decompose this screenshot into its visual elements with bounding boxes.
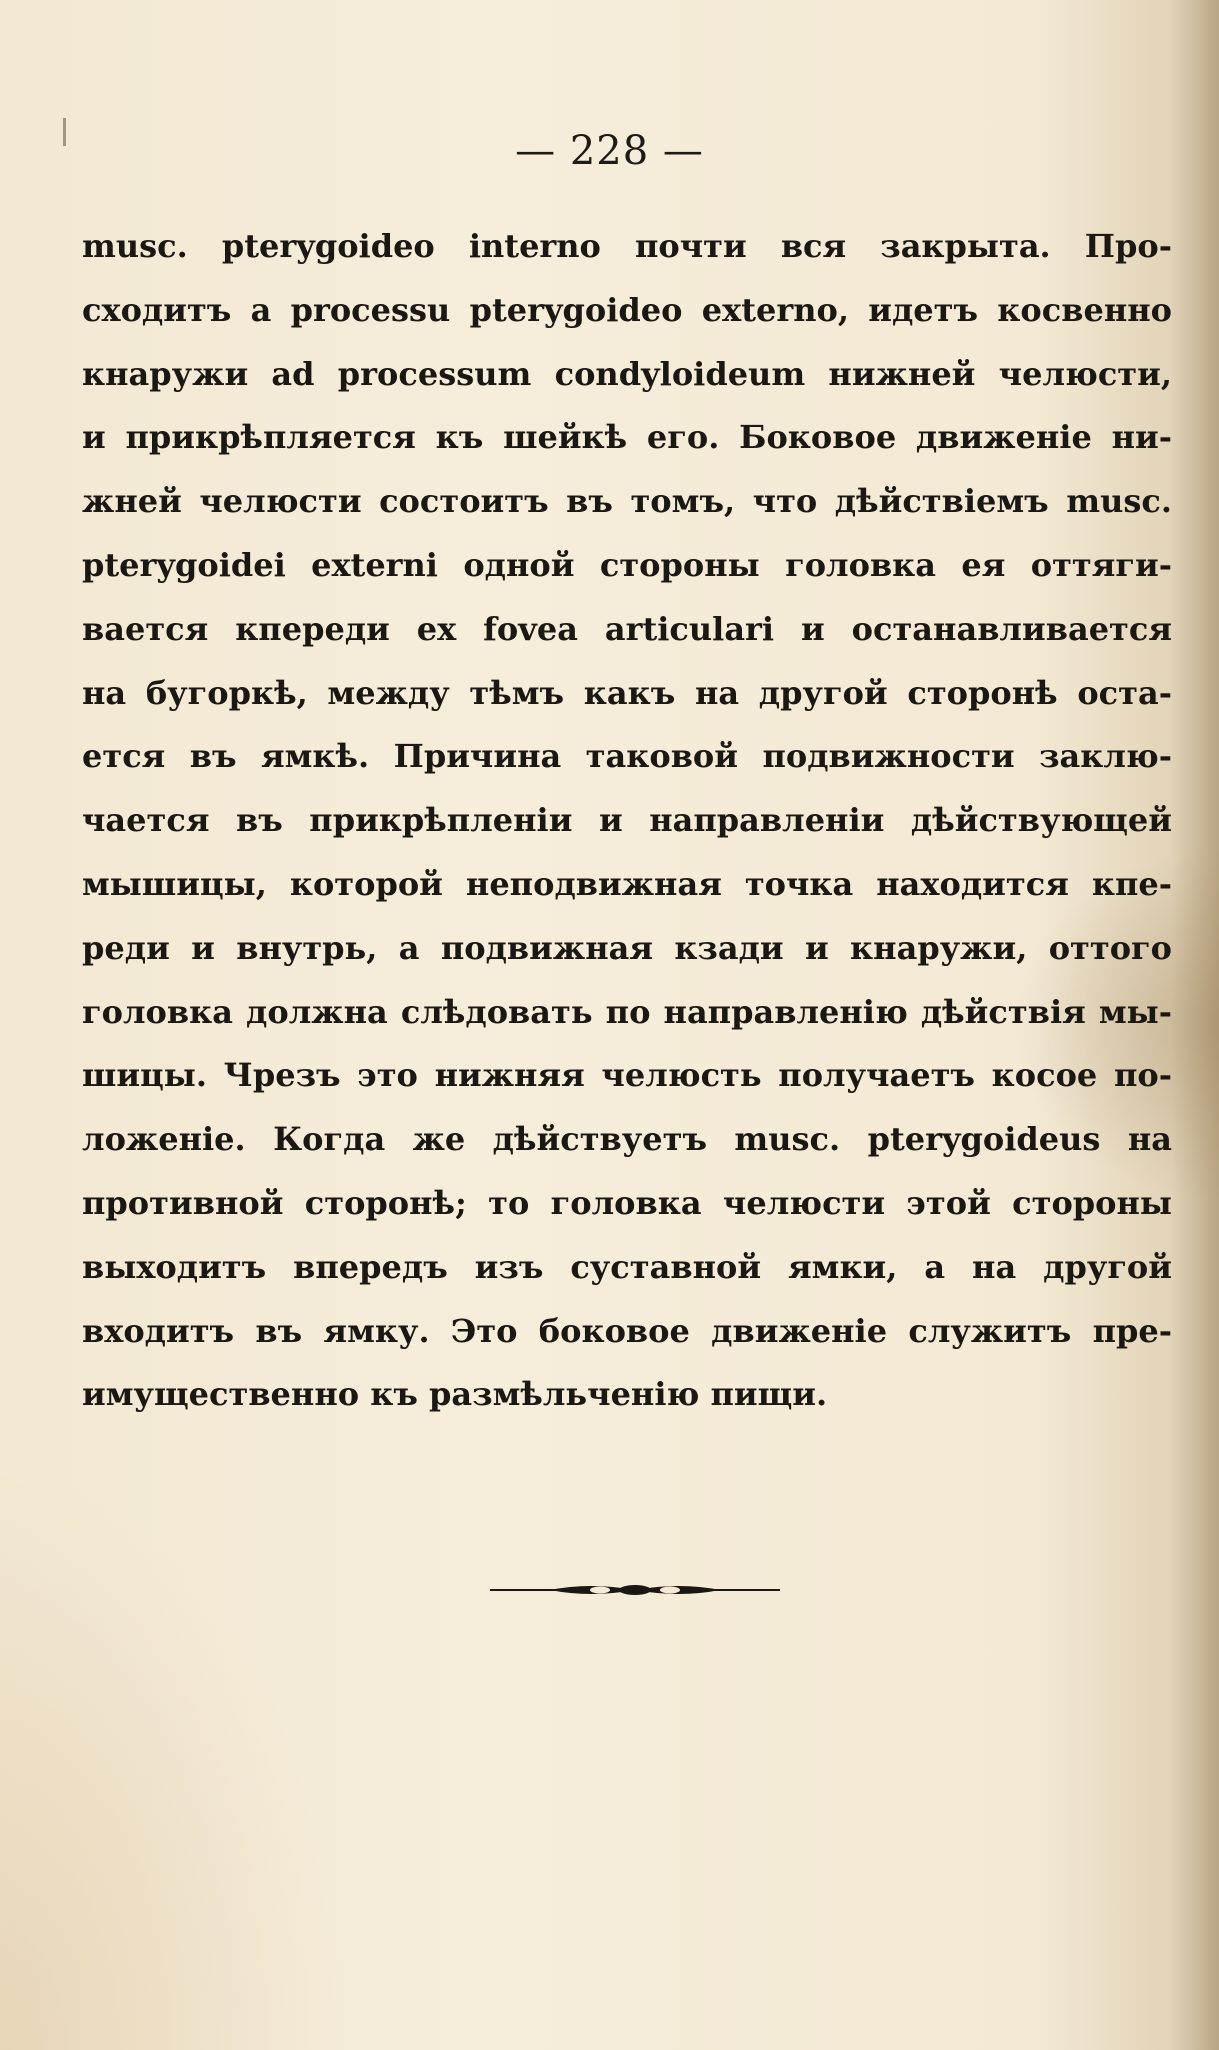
- text-line: головка должна слѣдовать по направленію дѣйствія мы-: [82, 992, 1172, 1031]
- text-line: pterygoidei externi одной стороны головка ея оттяги-: [82, 545, 1172, 584]
- text-line: реди и внутрь, а подвижная кзади и кнаружи, оттого: [82, 928, 1172, 967]
- body-text: [82, 215, 1172, 1427]
- text-line: чается въ прикрѣпленіи и направленіи дѣйствующей: [82, 801, 1172, 840]
- text-line: и прикрѣпляется къ шейкѣ его. Боковое движеніе ни-: [82, 418, 1172, 457]
- text-line: входитъ въ ямку. Это боковое движеніе служитъ пре-: [82, 1311, 1172, 1350]
- text-line: шицы. Чрезъ это нижняя челюсть получаетъ косое по-: [82, 1056, 1172, 1095]
- text-line: сходитъ a processu pterygoideo externo, идетъ косвенно: [82, 290, 1172, 329]
- text-line: кнаружи ad processum condyloideum нижней челюсти,: [82, 354, 1172, 393]
- text-line: ется въ ямкѣ. Причина таковой подвижности заклю-: [82, 737, 1172, 776]
- text-line: выходитъ впередъ изъ суставной ямки, а на другой: [82, 1247, 1172, 1286]
- page-number: — 228 —: [515, 128, 704, 174]
- text-line: ложеніе. Когда же дѣйствуетъ musc. pterygoideus на: [82, 1120, 1172, 1159]
- text-line: противной сторонѣ; то головка челюсти этой стороны: [82, 1183, 1172, 1222]
- text-line: на бугоркѣ, между тѣмъ какъ на другой сторонѣ оста-: [82, 673, 1172, 712]
- text-line: вается кпереди ex fovea articulari и останавливается: [82, 609, 1172, 648]
- text-line: жней челюсти состоитъ въ томъ, что дѣйствіемъ musc.: [82, 482, 1172, 521]
- text-line-last: имущественно къ размѣльченію пищи.: [82, 1375, 828, 1414]
- text-line: musc. pterygoideo interno почти вся закрыта. Про-: [82, 227, 1172, 265]
- text-line: мышицы, которой неподвижная точка находится кпе-: [82, 864, 1172, 903]
- ornamental-divider: [490, 1578, 780, 1602]
